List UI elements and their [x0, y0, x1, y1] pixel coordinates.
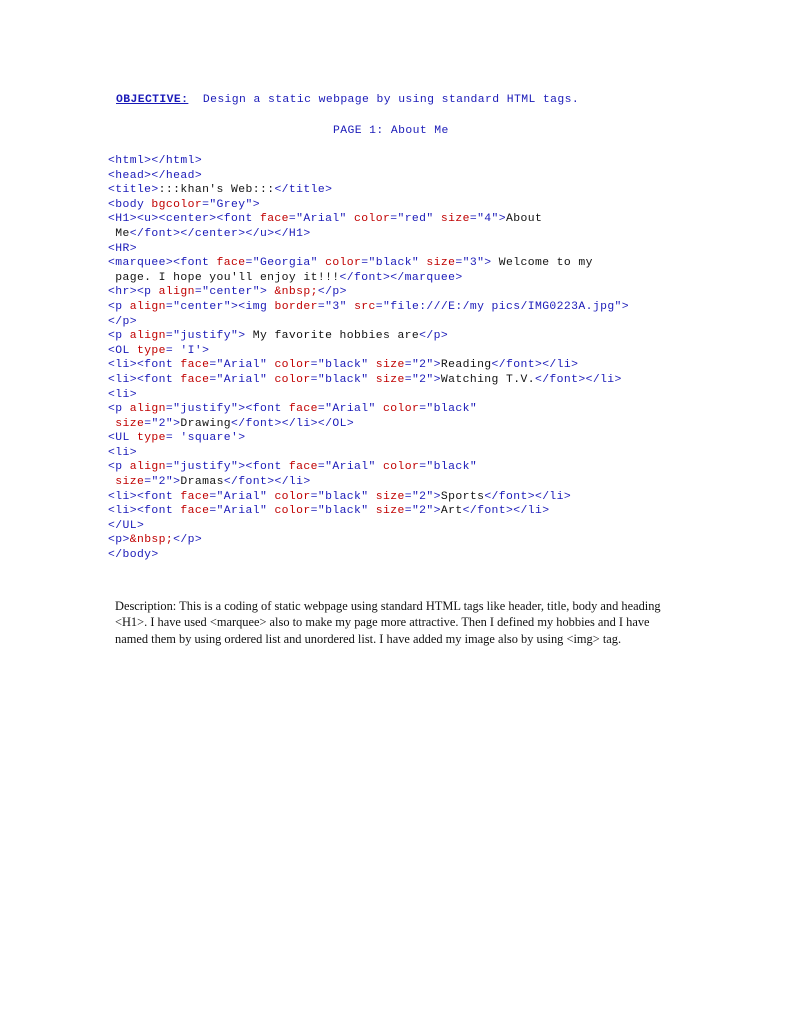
code-token: <li>: [108, 388, 137, 401]
code-token: color: [274, 490, 311, 503]
code-token: = 'square'>: [165, 432, 246, 445]
code-token: color: [383, 403, 420, 416]
code-line: [108, 402, 629, 417]
code-line: [108, 533, 629, 548]
code-token: ="Arial": [317, 403, 383, 416]
code-line: [108, 417, 629, 432]
code-token: ="black": [310, 490, 376, 503]
code-token: ="2">: [404, 490, 441, 503]
code-token: ="3">: [455, 257, 499, 270]
code-token: ="Arial": [288, 213, 355, 226]
code-token: ="justify"><font: [165, 461, 289, 474]
code-token: </font></center></u></H1>: [129, 227, 311, 240]
code-token: <p: [108, 403, 130, 416]
code-line: [108, 344, 629, 359]
code-token: color: [383, 461, 420, 474]
code-token: &nbsp;: [129, 534, 174, 547]
code-line: [108, 256, 629, 271]
code-token: Art: [440, 505, 463, 518]
code-token: <hr><p: [108, 286, 159, 299]
code-token: border: [274, 300, 318, 313]
code-token: <body: [108, 198, 152, 211]
code-token: ="Arial": [209, 505, 275, 518]
code-token: :::khan's Web:::: [158, 184, 275, 197]
code-token: Watching T.V.: [440, 373, 535, 386]
code-token: </title>: [274, 184, 333, 197]
code-token: ="black": [419, 403, 478, 416]
code-line: [108, 329, 629, 344]
code-token: ="Georgia": [245, 257, 326, 270]
code-token: <html></html>: [108, 155, 203, 167]
code-token: <head></head>: [108, 169, 203, 182]
code-line: [108, 490, 629, 505]
code-token: face: [180, 505, 210, 518]
code-line: [108, 504, 629, 519]
description-paragraph: Description: This is a coding of static webpage using standard HTML tags like header, title, body and heading <H1>. I have used <marquee> also to make my page more attractive. Then I defined my hobbies and I have named them by using ordered list and unordered list. I have added my image also by using <img> tag.: [115, 599, 661, 646]
code-token: <li><font: [108, 373, 181, 386]
code-line: [108, 388, 629, 403]
code-token: </font></li>: [534, 373, 622, 386]
code-line: [108, 198, 629, 213]
code-line: [108, 446, 629, 461]
code-token: color: [274, 505, 311, 518]
code-token: size: [115, 417, 145, 430]
code-token: ="2">: [404, 373, 441, 386]
code-token: ="red": [390, 213, 441, 226]
code-token: ="Arial": [209, 359, 275, 372]
code-token: </UL>: [108, 519, 145, 532]
code-token: ="2">: [144, 476, 181, 489]
code-token: size: [440, 213, 470, 226]
code-token: </font></marquee>: [339, 271, 463, 284]
code-line: [108, 519, 629, 534]
code-token: ="black": [310, 505, 376, 518]
code-token: face: [180, 359, 210, 372]
code-token: ="2">: [404, 359, 441, 372]
code-token: face: [259, 213, 289, 226]
code-token: ="center"><img: [165, 300, 275, 313]
code-token: &nbsp;: [274, 286, 318, 299]
code-token: bgcolor: [151, 198, 203, 211]
code-token: <title>: [108, 184, 159, 197]
code-token: ="file:///E:/my pics/IMG0223A.jpg">: [375, 300, 630, 313]
code-token: ="justify"><font: [165, 403, 289, 416]
code-token: align: [129, 300, 166, 313]
code-line: [108, 169, 629, 184]
code-line: [108, 271, 629, 286]
code-token: <marquee><font: [108, 257, 217, 270]
code-token: color: [274, 359, 311, 372]
code-token: ="black": [310, 359, 376, 372]
code-token: face: [180, 373, 210, 386]
code-token: size: [375, 359, 405, 372]
code-token: <p>: [108, 534, 130, 547]
code-token: About: [506, 213, 543, 226]
code-token: <p: [108, 330, 130, 343]
objective-label: OBJECTIVE:: [116, 94, 189, 106]
code-token: ="justify">: [165, 330, 253, 343]
code-token: ="center">: [194, 286, 275, 299]
code-token: </font></li></OL>: [231, 417, 355, 430]
code-line: [108, 315, 629, 330]
code-token: face: [216, 257, 246, 270]
code-token: align: [129, 330, 166, 343]
code-line: [108, 242, 629, 257]
code-line: [108, 373, 629, 388]
code-line: [108, 358, 629, 373]
code-token: ="3": [317, 300, 355, 313]
code-token: size: [375, 490, 405, 503]
code-token: Drawing: [180, 417, 232, 430]
objective-line: [116, 94, 579, 106]
code-token: align: [129, 461, 166, 474]
code-token: type: [136, 344, 166, 357]
code-token: ="black": [419, 461, 478, 474]
code-token: = 'I'>: [165, 344, 210, 357]
code-line: [108, 183, 629, 198]
code-token: My favorite hobbies are: [252, 330, 420, 343]
code-line: [108, 548, 629, 563]
code-token: <p: [108, 461, 130, 474]
code-token: <HR>: [108, 242, 137, 255]
code-line: [108, 154, 629, 169]
code-token: </p>: [108, 315, 137, 328]
code-token: <OL: [108, 344, 137, 357]
code-token: ="black": [310, 373, 376, 386]
code-token: size: [375, 505, 405, 518]
code-token: <li><font: [108, 505, 181, 518]
code-token: </font></li>: [484, 490, 572, 503]
code-token: src: [354, 300, 376, 313]
code-line: [108, 285, 629, 300]
code-token: Sports: [440, 490, 485, 503]
code-token: <li>: [108, 446, 137, 459]
code-token: ="Arial": [317, 461, 383, 474]
code-token: ="Arial": [209, 373, 275, 386]
code-token: size: [426, 257, 456, 270]
code-token: type: [136, 432, 166, 445]
html-code-listing: [108, 154, 629, 563]
code-token: face: [288, 461, 318, 474]
code-token: Dramas: [180, 476, 224, 489]
code-token: </p>: [173, 534, 203, 547]
code-token: </p>: [419, 330, 449, 343]
code-token: face: [288, 403, 318, 416]
code-token: ="2">: [404, 505, 441, 518]
code-token: Me: [108, 227, 130, 240]
code-token: ="Arial": [209, 490, 275, 503]
code-token: ="2">: [144, 417, 181, 430]
code-token: face: [180, 490, 210, 503]
code-line: [108, 431, 629, 446]
page-title: PAGE 1: About Me: [333, 125, 449, 137]
code-token: color: [325, 257, 362, 270]
code-token: Welcome to my: [498, 257, 593, 270]
code-line: [108, 460, 629, 475]
code-token: <H1><u><center><font: [108, 213, 260, 226]
code-token: </font></li>: [223, 476, 311, 489]
code-line: [108, 300, 629, 315]
code-token: <li><font: [108, 359, 181, 372]
code-token: align: [129, 403, 166, 416]
code-line: [108, 212, 629, 227]
objective-text: Design a static webpage by using standard HTML tags.: [202, 94, 580, 106]
code-token: color: [354, 213, 391, 226]
code-token: page. I hope you'll enjoy it!!!: [108, 271, 340, 284]
code-token: ="black": [361, 257, 427, 270]
code-token: ="Grey">: [202, 198, 260, 211]
code-line: [108, 227, 629, 242]
code-token: align: [158, 286, 195, 299]
code-token: color: [274, 373, 311, 386]
code-token: <UL: [108, 432, 137, 445]
code-token: <p: [108, 300, 130, 313]
code-token: Reading: [440, 359, 492, 372]
code-token: ="4">: [469, 213, 507, 226]
code-token: </font></li>: [491, 359, 579, 372]
code-line: [108, 475, 629, 490]
code-token: size: [375, 373, 405, 386]
code-token: </body>: [108, 549, 159, 562]
code-token: </p>: [317, 286, 347, 299]
code-token: </font></li>: [462, 505, 550, 518]
code-token: size: [115, 476, 145, 489]
code-token: <li><font: [108, 490, 181, 503]
